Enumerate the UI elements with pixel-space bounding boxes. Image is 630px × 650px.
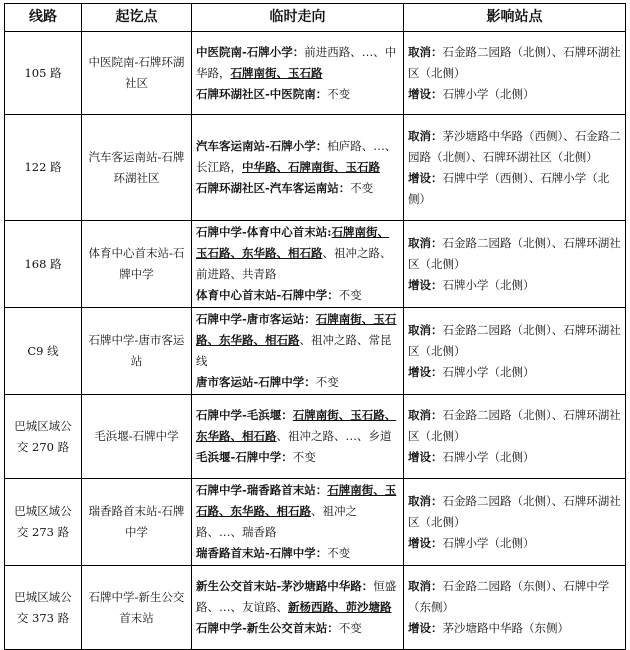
route-cell (192, 566, 404, 650)
cell-text: 柏庐路、…、长江路， (196, 139, 397, 174)
cell-text: 不变 (327, 86, 351, 101)
stops-cell (404, 308, 626, 395)
cell-text: 取消： (408, 128, 443, 143)
ends-cell: 体育中心首末站-石牌中学 (82, 221, 192, 308)
ends-cell: 毛浜堰-石牌中学 (82, 395, 192, 479)
cell-text: 石牌南街、玉石路、东华路、相石路 (196, 408, 397, 443)
cell-text: 中华路、石牌南街、玉石路 (242, 160, 380, 174)
cell-text: 石金路二园路（北侧）、石牌环湖社区（北侧） (408, 235, 621, 271)
cell-text: 石牌小学（北侧） (442, 364, 535, 379)
cell-text: 茅沙塘路中华路（西侧）、石金路二园路（北侧）、石牌环湖社区（北侧） (408, 128, 621, 164)
cell-text: 不变 (315, 375, 339, 389)
cell-text: 石牌中学-唐市客运站： (196, 312, 316, 326)
cell-text: 增设： (408, 621, 443, 635)
cell-text: 增设： (408, 364, 443, 379)
ends-cell: 中医院南-石牌环湖社区 (82, 32, 192, 115)
cell-text: 石牌中学-毛浜堰： (196, 408, 293, 422)
cell-text: 中医院南-石牌小学： (196, 44, 305, 59)
cell-text: 、祖冲之路、常昆线 (196, 333, 392, 368)
stops-cell (404, 395, 626, 479)
cell-text: 石牌南街、玉石路、东华路、相石路 (196, 225, 390, 260)
cell-text: 新杨西路、茆沙塘路 (288, 600, 392, 614)
line-cell: 巴城区域公交 273 路 (5, 479, 82, 566)
route-cell (192, 115, 404, 221)
cell-text: 前进西路、…、中华路， (196, 44, 397, 80)
table-row (5, 566, 626, 650)
cell-text: 恒盛路、…、友谊路、 (196, 579, 397, 614)
header-route: 临时走向 (192, 4, 404, 32)
cell-text: 取消： (408, 493, 443, 508)
cell-text: 不变 (292, 450, 316, 464)
table-row (5, 32, 626, 115)
cell-text: 增设： (408, 535, 443, 550)
table-row (5, 308, 626, 395)
cell-text: 、祖冲之路、前进路、共青路 (196, 246, 392, 281)
route-cell (192, 221, 404, 308)
cell-text: 石牌中学-新生公交首末站： (196, 621, 339, 635)
line-cell: 巴城区域公交 373 路 (5, 566, 82, 650)
cell-text: 石金路二园路（北侧）、石牌环湖社区（北侧） (408, 44, 621, 80)
stops-cell (404, 479, 626, 566)
line-cell: 122 路 (5, 115, 82, 221)
cell-text: 石牌小学（北侧） (442, 277, 535, 292)
cell-text: 石金路二园路（北侧）、石牌环湖社区（北侧） (408, 408, 621, 443)
cell-text: 汽车客运南站-石牌小学： (196, 139, 328, 153)
cell-text: 不变 (338, 621, 362, 635)
line-cell: C9 线 (5, 308, 82, 395)
cell-text: 取消： (408, 322, 443, 337)
cell-text: 石牌中学-瑞香路首末站： (196, 483, 328, 497)
cell-text: 取消： (408, 579, 443, 593)
cell-text: 石牌南街、玉石路 (230, 65, 323, 80)
line-cell: 105 路 (5, 32, 82, 115)
stops-cell (404, 32, 626, 115)
cell-text: 毛浜堰-石牌中学： (196, 450, 293, 464)
cell-text: 石牌小学（北侧） (442, 86, 535, 101)
cell-text: 体育中心首末站-石牌中学： (196, 288, 339, 302)
cell-text: 石牌南街、玉石路、东华路、相石路 (196, 483, 397, 518)
line-cell: 巴城区域公交 270 路 (5, 395, 82, 479)
cell-text: 增设： (408, 86, 443, 101)
cell-text: 不变 (327, 546, 351, 560)
cell-text: 取消： (408, 408, 443, 422)
header-line: 线路 (5, 4, 82, 32)
cell-text: 瑞香路首末站-石牌中学： (196, 546, 328, 560)
header-stops: 影响站点 (404, 4, 626, 32)
cell-text: 石牌小学（北侧） (442, 535, 535, 550)
table-row (5, 115, 626, 221)
line-cell: 168 路 (5, 221, 82, 308)
cell-text: 不变 (350, 181, 374, 195)
stops-cell (404, 115, 626, 221)
cell-text: 石金路二园路（东侧）、石牌中学（东侧） (408, 579, 610, 614)
route-cell (192, 32, 404, 115)
stops-cell (404, 566, 626, 650)
cell-text: 增设： (408, 277, 443, 292)
cell-text: 不变 (338, 288, 362, 302)
header-ends: 起讫点 (82, 4, 192, 32)
ends-cell: 石牌中学-新生公交首末站 (82, 566, 192, 650)
cell-text: 石牌小学（北侧） (442, 450, 535, 464)
cell-text: 唐市客运站-石牌中学： (196, 375, 316, 389)
cell-text: 增设： (408, 170, 443, 185)
cell-text: 增设： (408, 450, 443, 464)
stops-cell (404, 221, 626, 308)
ends-cell: 汽车客运南站-石牌环湖社区 (82, 115, 192, 221)
route-cell (192, 479, 404, 566)
cell-text: 石牌南街、玉石路、东华路、相石路 (196, 312, 397, 347)
cell-text: 石牌环湖社区-中医院南： (196, 86, 328, 101)
cell-text: 茅沙塘路中华路（东侧） (442, 621, 569, 635)
cell-text: 石牌中学（西侧）、石牌小学（北侧） (408, 170, 610, 206)
table-row (5, 221, 626, 308)
table-row (5, 395, 626, 479)
header-row (5, 4, 626, 32)
route-cell (192, 308, 404, 395)
ends-cell: 石牌中学-唐市客运站 (82, 308, 192, 395)
cell-text: 、祖冲之路、…、瑞香路 (196, 504, 357, 539)
route-change-table (4, 3, 626, 650)
cell-text: 取消： (408, 44, 443, 59)
cell-text: 石牌环湖社区-汽车客运南站： (196, 181, 351, 195)
ends-cell: 瑞香路首末站-石牌中学 (82, 479, 192, 566)
cell-text: 石金路二园路（北侧）、石牌环湖社区（北侧） (408, 322, 621, 358)
route-cell (192, 395, 404, 479)
cell-text: 新生公交首末站-茅沙塘路中华路： (196, 579, 374, 593)
cell-text: 石金路二园路（北侧）、石牌环湖社区（北侧） (408, 493, 621, 529)
cell-text: 石牌中学-体育中心首末站: (196, 225, 332, 239)
cell-text: 、祖冲之路、…、乡道 (276, 429, 392, 443)
table-row (5, 479, 626, 566)
cell-text: 取消： (408, 235, 443, 250)
